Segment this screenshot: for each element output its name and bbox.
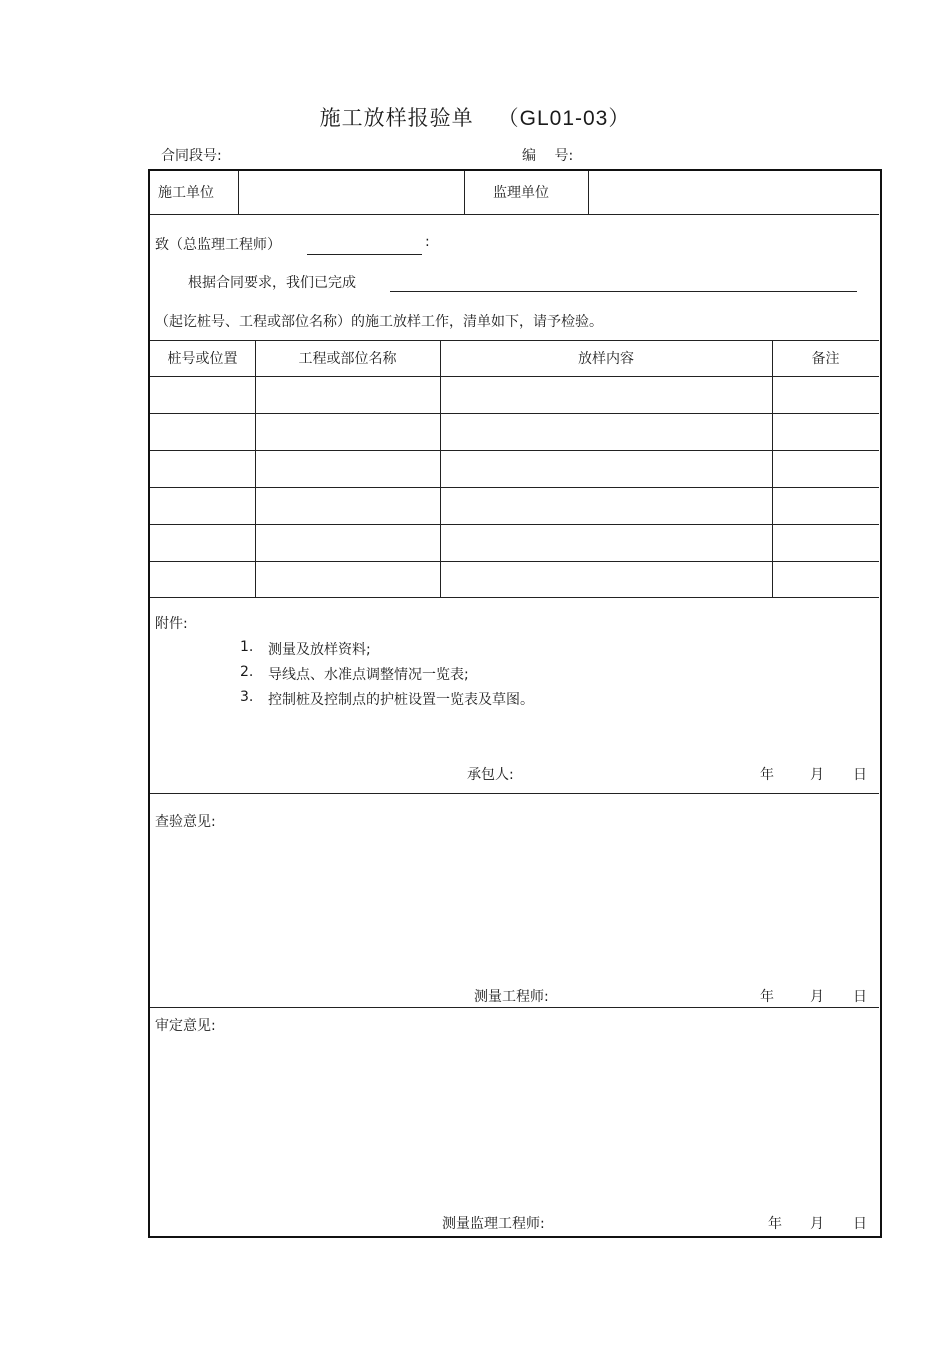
column-header-station: 桩号或位置 [167, 351, 238, 367]
approval-opinion-field[interactable] [152, 1040, 878, 1205]
divider [150, 340, 879, 341]
approval-opinion-label: 审定意见: [155, 1018, 216, 1034]
date-month-label: 月 [810, 767, 824, 783]
to-engineer-label: 致（总监理工程师） [155, 237, 281, 253]
divider [238, 171, 239, 214]
table-cell[interactable] [152, 414, 254, 449]
to-engineer-colon: : [425, 234, 430, 250]
column-header-work-name: 工程或部位名称 [298, 351, 397, 367]
date-month-label: 月 [810, 1216, 824, 1232]
date-year-label: 年 [760, 767, 774, 783]
table-cell[interactable] [257, 377, 439, 412]
column-header-remarks: 备注 [811, 351, 840, 367]
divider [772, 340, 773, 597]
attachments-label: 附件: [155, 616, 188, 632]
attachment-item: 导线点、水准点调整情况一览表; [268, 667, 469, 683]
table-cell[interactable] [774, 451, 878, 486]
divider [440, 340, 441, 597]
page-title [0, 102, 950, 132]
divider [150, 793, 879, 794]
divider [150, 1007, 879, 1008]
attachment-number: 1. [240, 639, 254, 655]
table-cell[interactable] [442, 488, 771, 523]
form-code: （GL01-03） [497, 107, 631, 130]
date-year-label: 年 [760, 989, 774, 1005]
table-cell[interactable] [152, 488, 254, 523]
table-cell[interactable] [442, 525, 771, 560]
date-day-label: 日 [853, 767, 867, 783]
supervision-unit-field[interactable] [590, 172, 877, 214]
table-cell[interactable] [442, 414, 771, 449]
completed-statement: 根据合同要求，我们已完成 [188, 275, 356, 291]
date-day-label: 日 [853, 1216, 867, 1232]
column-header-layout-content: 放样内容 [578, 351, 634, 367]
table-cell[interactable] [257, 488, 439, 523]
contractor-signature-label: 承包人: [467, 767, 514, 783]
inspection-opinion-field[interactable] [152, 835, 878, 980]
form-title: 施工放样报验单 [319, 106, 474, 130]
construction-unit-label: 施工单位 [158, 185, 214, 201]
table-cell[interactable] [774, 525, 878, 560]
table-cell[interactable] [442, 451, 771, 486]
date-day-label: 日 [853, 989, 867, 1005]
construction-unit-field[interactable] [240, 172, 463, 214]
attachment-number: 2. [240, 664, 254, 680]
inspection-opinion-label: 查验意见: [155, 814, 216, 830]
surveyor-signature-label: 测量工程师: [474, 989, 549, 1005]
attachment-number: 3. [240, 689, 254, 705]
table-cell[interactable] [257, 562, 439, 596]
table-cell[interactable] [152, 377, 254, 412]
table-cell[interactable] [152, 562, 254, 596]
table-cell[interactable] [257, 414, 439, 449]
divider [150, 214, 879, 215]
divider [150, 597, 879, 598]
date-month-label: 月 [810, 989, 824, 1005]
request-statement: （起讫桩号、工程或部位名称）的施工放样工作，清单如下，请予检验。 [155, 314, 603, 330]
table-cell[interactable] [442, 377, 771, 412]
table-cell[interactable] [257, 525, 439, 560]
divider [464, 171, 465, 214]
table-cell[interactable] [152, 451, 254, 486]
date-year-label: 年 [768, 1216, 782, 1232]
divider [588, 171, 589, 214]
number-label: 编 号: [522, 148, 574, 164]
divider [255, 340, 256, 597]
table-cell[interactable] [774, 377, 878, 412]
attachment-item: 测量及放样资料; [268, 642, 371, 658]
table-cell[interactable] [257, 451, 439, 486]
attachment-item: 控制桩及控制点的护桩设置一览表及草图。 [268, 692, 534, 708]
engineer-name-underline[interactable] [307, 254, 422, 255]
table-cell[interactable] [774, 414, 878, 449]
contract-section-label: 合同段号: [161, 148, 222, 164]
completed-work-underline[interactable] [390, 291, 857, 292]
table-cell[interactable] [152, 525, 254, 560]
supervising-surveyor-signature-label: 测量监理工程师: [442, 1216, 545, 1232]
table-cell[interactable] [774, 562, 878, 596]
table-cell[interactable] [442, 562, 771, 596]
supervision-unit-label: 监理单位 [493, 185, 549, 201]
table-cell[interactable] [774, 488, 878, 523]
